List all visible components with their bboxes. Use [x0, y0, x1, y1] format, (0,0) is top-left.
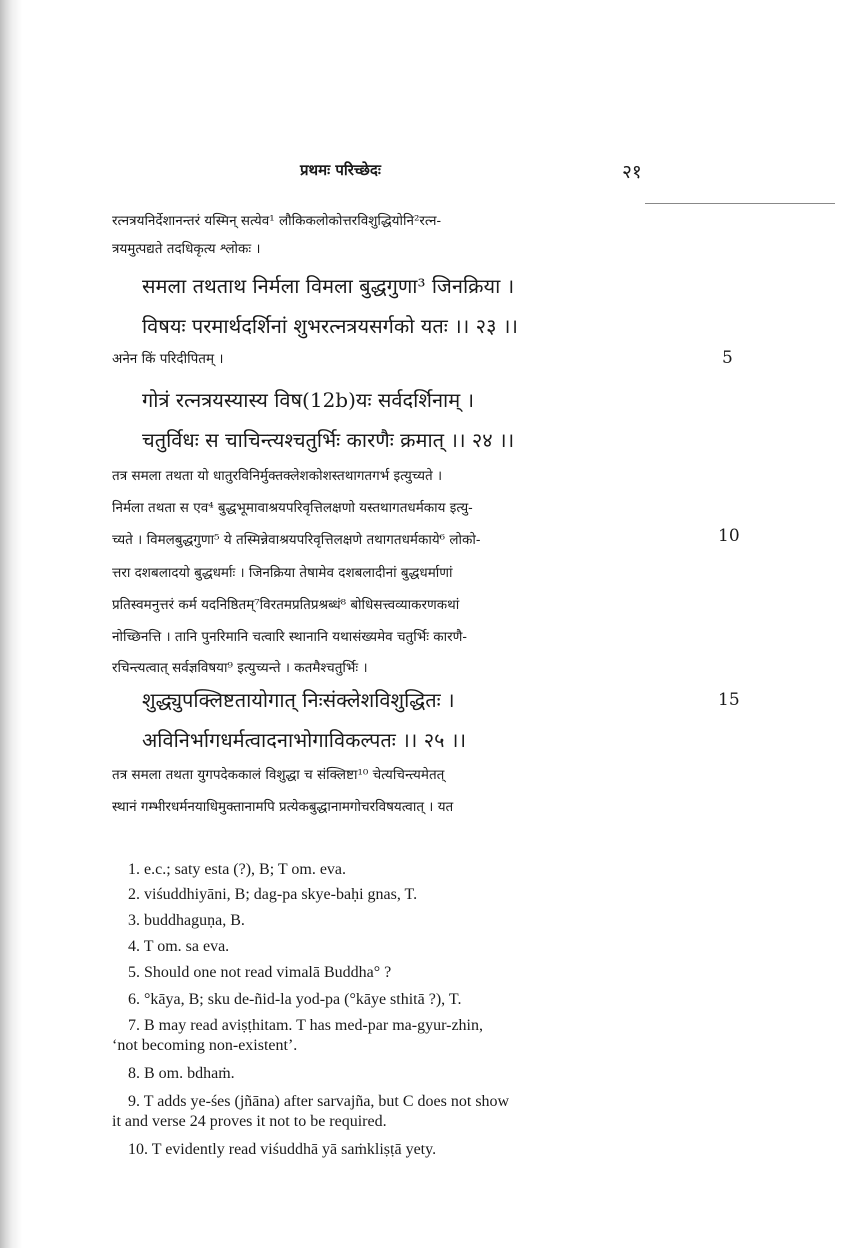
footnote: 2. viśuddhiyāni, B; dag-pa skye-baḥi gnas, T.: [128, 886, 418, 903]
footnote: 1. e.c.; saty esta (?), B; T om. eva.: [128, 861, 347, 878]
footnote: 6. °kāya, B; sku de-ñid-la yod-pa (°kāye sthitā ?), T.: [128, 991, 462, 1008]
text-line: तत्र समला तथता यो धातुरविनिर्मुक्तक्लेशकोशस्तथागतगर्भ इत्युच्यते ।: [112, 468, 443, 484]
footnote: 10. T evidently read viśuddhā yā saṁkliṣṭā yety.: [128, 1141, 437, 1158]
text-line: त्रयमुत्पद्यते तदधिकृत्य श्लोकः ।: [112, 241, 261, 257]
margin-line-number: 15: [718, 690, 740, 710]
text-line: च्यते । विमलबुद्धगुणा⁵ ये तस्मिन्नेवाश्रयपरिवृत्तिलक्षणे तथागतधर्मकाये⁶ लोको-: [112, 532, 481, 548]
header-rule: [645, 203, 835, 204]
footnote: 3. buddhaguṇa, B.: [128, 912, 245, 929]
verse-line: विषयः परमार्थदर्शिनां शुभरत्नत्रयसर्गको यतः ।। २३ ।।: [142, 314, 518, 338]
margin-line-number: 10: [718, 526, 740, 546]
text-line: रचिन्त्यत्वात् सर्वज्ञविषया⁹ इत्युच्यन्ते । कतमैश्चतुर्भिः ।: [112, 660, 368, 676]
footnote: 5. Should one not read vimalā Buddha° ?: [128, 964, 392, 981]
verse-line: अविनिर्भागधर्मत्वादनाभोगाविकल्पतः ।। २५ ।।: [142, 728, 467, 752]
running-header-title: प्रथमः परिच्छेदः: [300, 161, 381, 179]
text-line: निर्मला तथता स एव⁴ बुद्धभूमावाश्रयपरिवृत्तिलक्षणो यस्तथागतधर्मकाय इत्यु-: [112, 500, 473, 516]
page-number: २१: [622, 161, 642, 183]
footnote: 8. B om. bdhaṁ.: [128, 1065, 235, 1082]
text-line: स्थानं गम्भीरधर्मनयाधिमुक्तानामपि प्रत्येकबुद्धानामगोचरविषयत्वात् । यत: [112, 799, 454, 815]
text-line: प्रतिस्वमनुत्तरं कर्म यदनिष्ठितम्⁷विरतमप्रतिप्रश्रब्धं⁸ बोधिसत्त्वव्याकरणकथां: [112, 597, 460, 613]
text-line: त्तरा दशबलादयो बुद्धधर्माः । जिनक्रिया तेषामेव दशबलादीनां बुद्धधर्माणां: [112, 565, 453, 581]
text-line: अनेन किं परिदीपितम् ।: [112, 351, 224, 367]
verse-line: गोत्रं रत्नत्रयस्यास्य विष(12b)यः सर्वदर्शिनाम् ।: [142, 388, 475, 412]
verse-line: शुद्ध्युपक्लिष्टतायोगात् निःसंक्लेशविशुद्धितः ।: [142, 688, 455, 712]
footnote-continuation: it and verse 24 proves it not to be required.: [112, 1113, 387, 1130]
text-line: नोच्छिनत्ति । तानि पुनरिमानि चत्वारि स्थानानि यथासंख्यमेव चतुर्भिः कारणै-: [112, 629, 467, 645]
verse-line: समला तथताथ निर्मला विमला बुद्धगुणा³ जिनक्रिया ।: [142, 274, 515, 298]
text-line: रत्नत्रयनिर्देशानन्तरं यस्मिन् सत्येव¹ लौकिकलोकोत्तरविशुद्धियोनि²रत्न-: [112, 213, 442, 229]
text-line: तत्र समला तथता युगपदेककालं विशुद्धा च संक्लिष्टा¹⁰ चेत्यचिन्त्यमेतत्: [112, 767, 445, 783]
margin-line-number: 5: [722, 348, 733, 368]
verse-line: चतुर्विधः स चाचिन्त्यश्चतुर्भिः कारणैः क्रमात् ।। २४ ।।: [142, 428, 515, 452]
footnote: 7. B may read aviṣṭhitam. T has med-par ma-gyur-zhin,: [128, 1017, 483, 1034]
footnote-continuation: ‘not becoming non-existent’.: [112, 1037, 298, 1054]
footnote: 4. T om. sa eva.: [128, 938, 230, 955]
footnote: 9. T adds ye-śes (jñāna) after sarvajña, but C does not show: [128, 1093, 510, 1110]
